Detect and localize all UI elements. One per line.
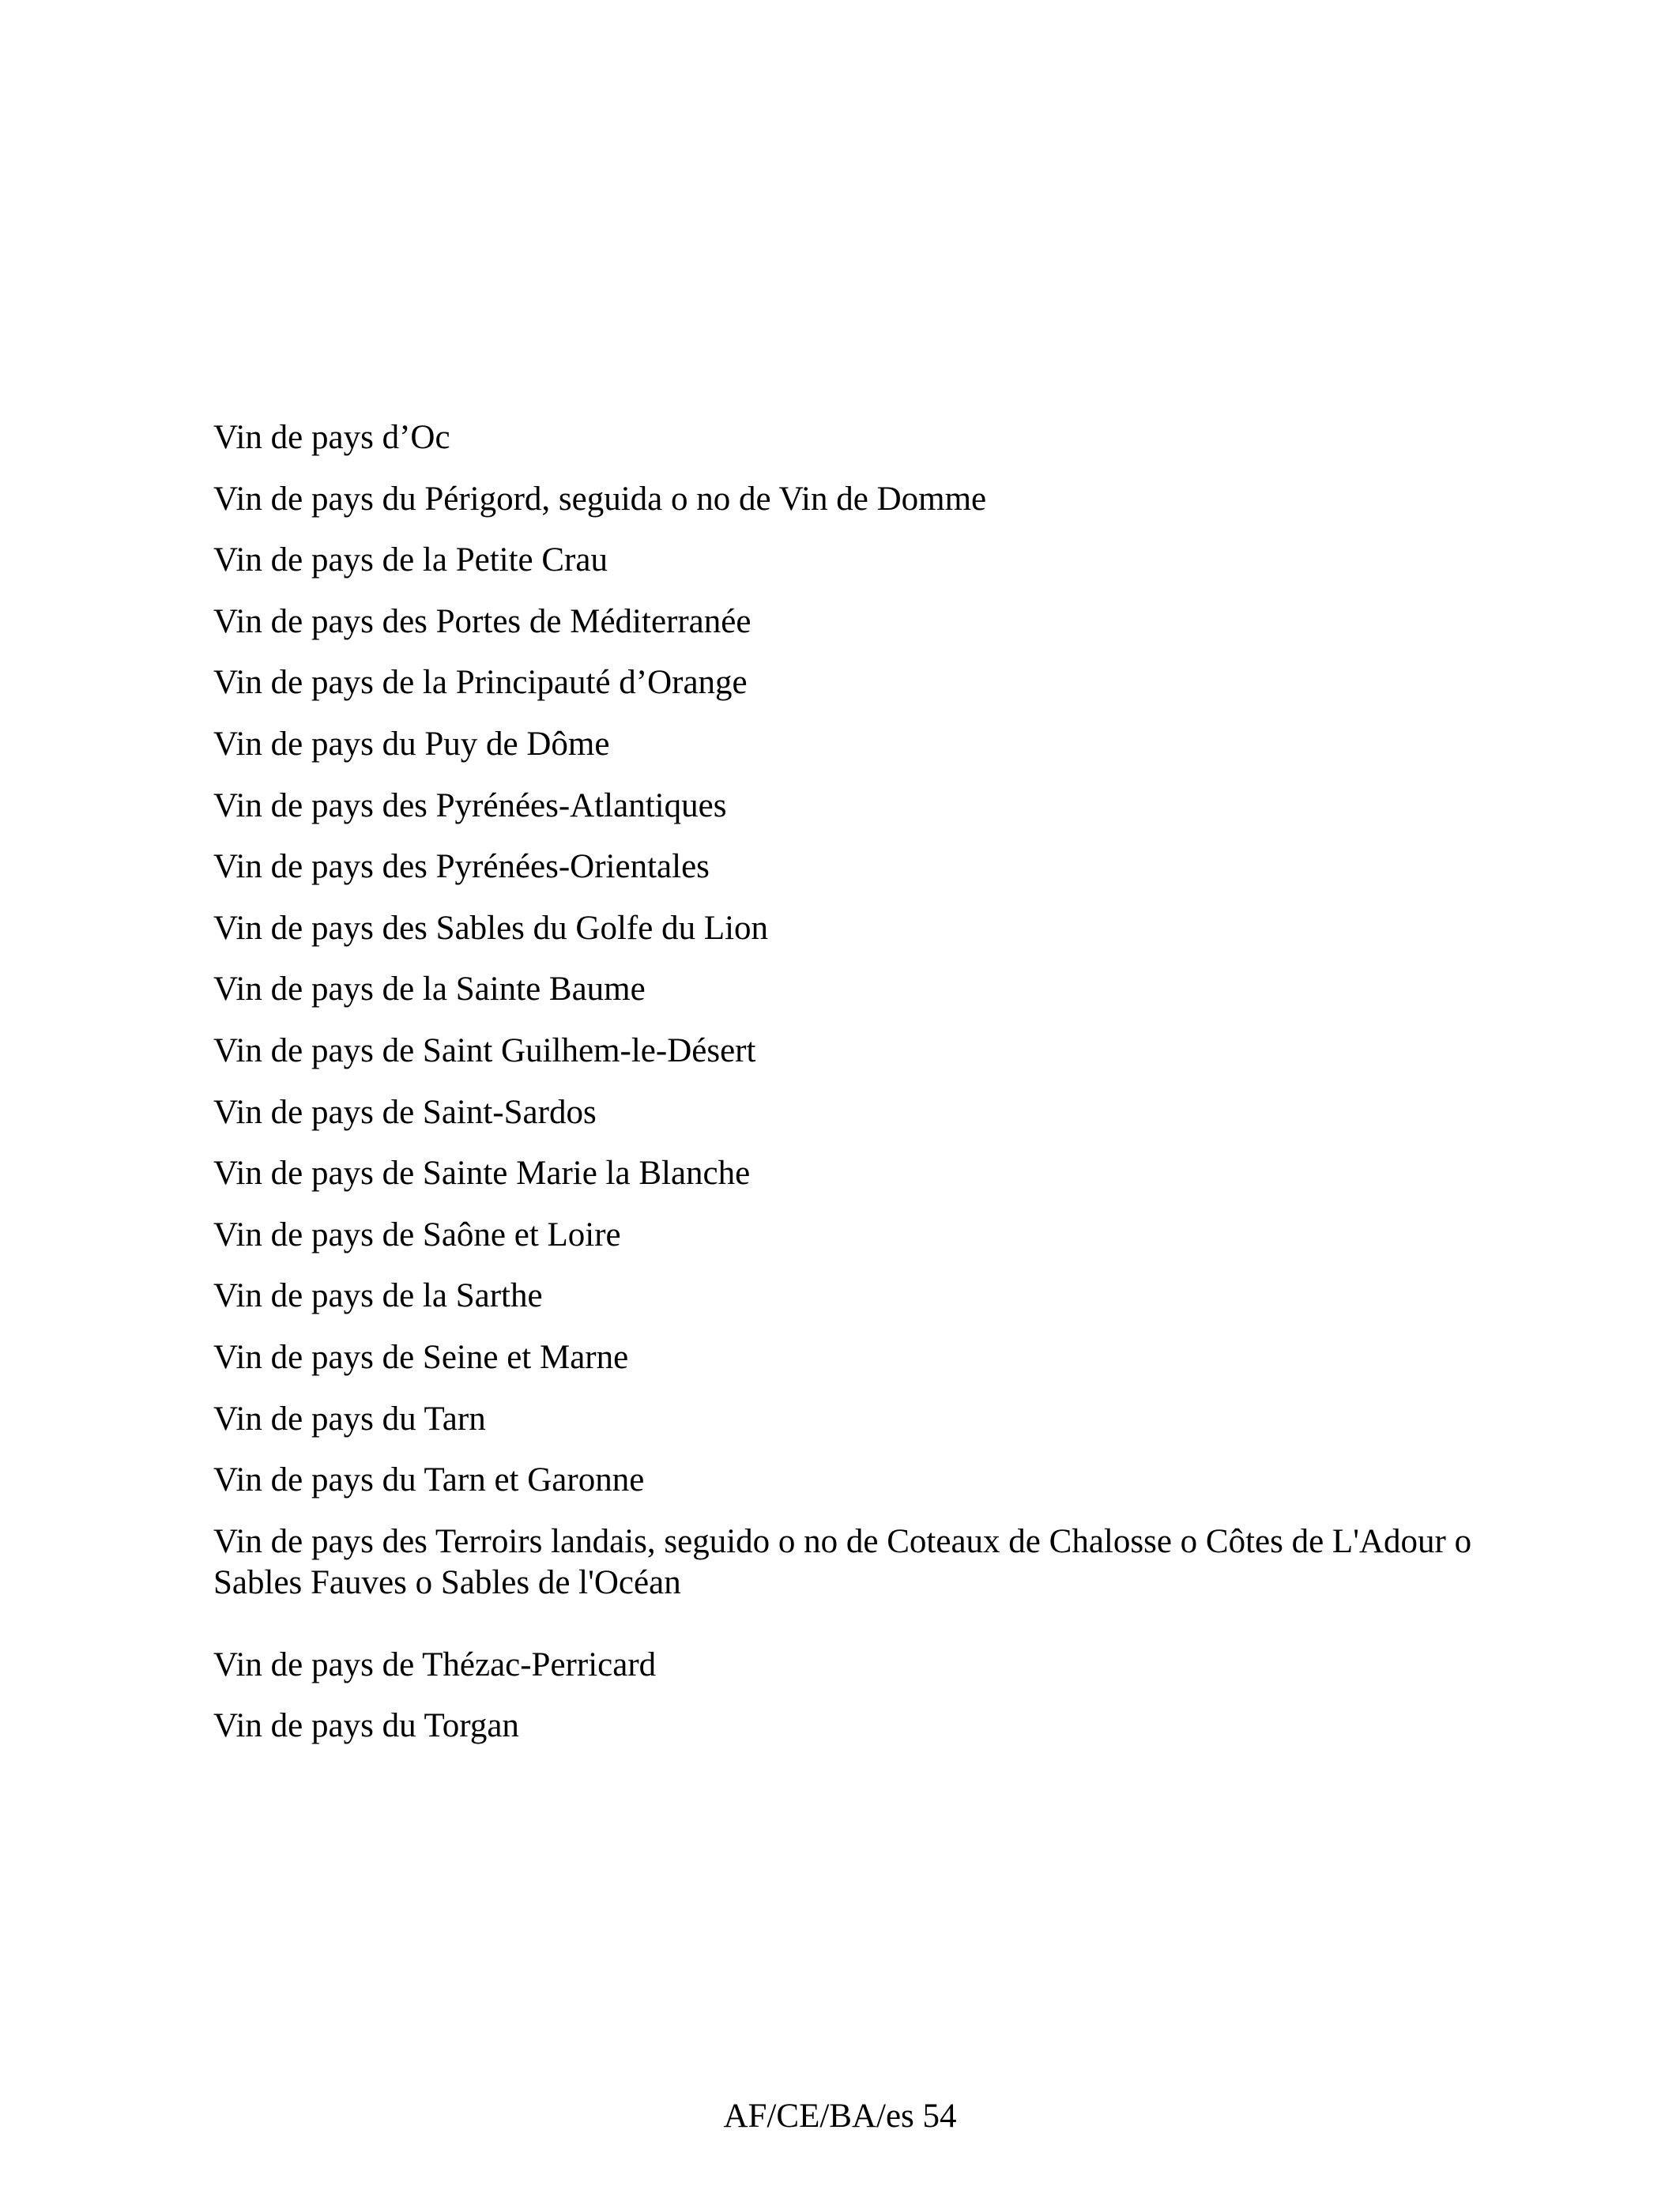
list-item: Vin de pays de Saint Guilhem-le-Désert (213, 1031, 756, 1069)
list-item: Vin de pays de Sainte Marie la Blanche (213, 1155, 751, 1193)
list-item: Vin de pays du Torgan (213, 1707, 519, 1745)
page-footer-reference: AF/CE/BA/es 54 (723, 2098, 957, 2135)
list-item: Vin de pays des Pyrénées-Orientales (213, 848, 710, 886)
list-item: Vin de pays de la Principauté d’Orange (213, 664, 748, 702)
list-item: Vin de pays de la Sarthe (213, 1277, 543, 1315)
list-item: Vin de pays d’Oc (213, 419, 450, 456)
list-item: Vin de pays du Tarn et Garonne (213, 1461, 645, 1499)
list-item: Vin de pays des Sables du Golfe du Lion (213, 909, 769, 947)
list-item: Vin de pays de Thézac-Perricard (213, 1646, 657, 1683)
list-item: Vin de pays de la Sainte Baume (213, 971, 646, 1008)
list-item: Vin de pays de Saint-Sardos (213, 1093, 597, 1131)
list-item: Vin de pays du Tarn (213, 1400, 486, 1438)
list-item: Vin de pays des Portes de Méditerranée (213, 602, 751, 640)
list-item: Vin de pays des Terroirs landais, seguido o no de Coteaux de Chalosse o Côtes de L'Adour o Sables Fauves o Sables de l'Océan (213, 1522, 1472, 1601)
wine-designation-list (213, 417, 1557, 1767)
list-item: Vin de pays de la Petite Crau (213, 541, 608, 579)
list-item: Vin de pays de Saône et Loire (213, 1216, 621, 1253)
list-item: Vin de pays du Puy de Dôme (213, 725, 610, 763)
list-item: Vin de pays des Pyrénées-Atlantiques (213, 786, 727, 824)
list-item: Vin de pays de Seine et Marne (213, 1338, 629, 1376)
list-item: Vin de pays du Périgord, seguida o no de Vin de Domme (213, 480, 987, 518)
